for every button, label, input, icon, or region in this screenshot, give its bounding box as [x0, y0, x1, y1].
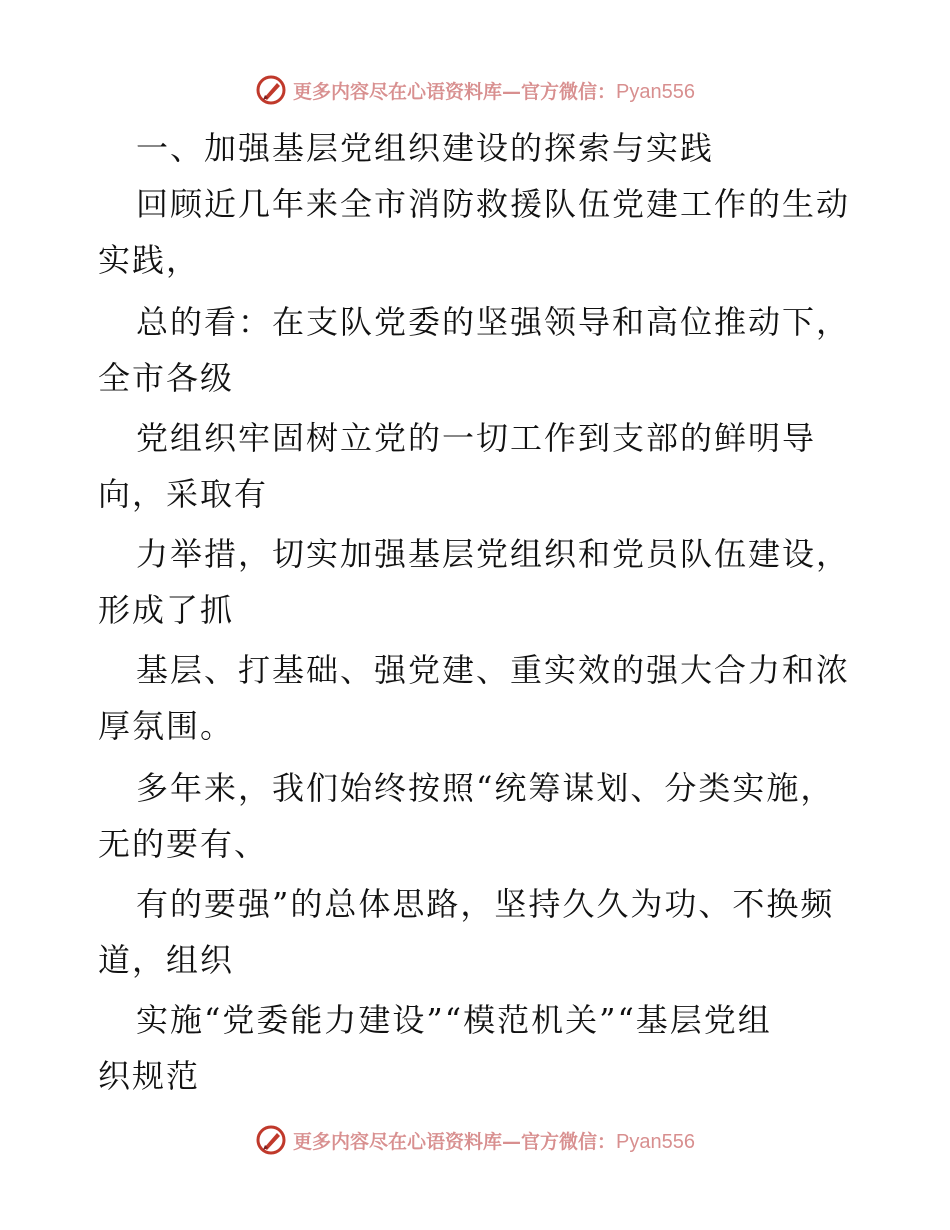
paragraph-line-16: 织规范: [98, 1057, 201, 1095]
paragraph-line-8: 形成了抓: [98, 591, 235, 629]
paragraph-line-10: 厚氛围。: [98, 707, 235, 745]
paragraph-line-3: 总的看：在支队党委的坚强领导和高位推动下，: [136, 303, 851, 341]
watermark-brand: 更多内容尽在心语资料库: [293, 1130, 503, 1153]
watermark-text: [293, 1127, 695, 1154]
watermark-separator: —: [502, 1130, 522, 1153]
paragraph-line-9: 基层、打基础、强党建、重实效的强大合力和浓: [136, 651, 851, 689]
paragraph-line-6: 向，采取有: [98, 475, 269, 513]
footer-watermark: [0, 1120, 950, 1160]
watermark-text: [293, 77, 695, 104]
heading-line: 一、加强基层党组织建设的探索与实践: [136, 129, 715, 167]
paragraph-line-2: 实践，: [98, 241, 201, 279]
watermark-wechat-id: Pyan556: [616, 80, 695, 103]
header-watermark: [0, 70, 950, 110]
pen-logo-icon: [255, 74, 287, 106]
watermark-label: 官方微信：: [521, 80, 617, 103]
watermark-label: 官方微信：: [521, 1130, 617, 1153]
watermark-brand: 更多内容尽在心语资料库: [293, 80, 503, 103]
watermark-separator: —: [502, 80, 522, 103]
paragraph-line-7: 力举措，切实加强基层党组织和党员队伍建设，: [136, 535, 851, 573]
paragraph-line-5: 党组织牢固树立党的一切工作到支部的鲜明导: [136, 419, 817, 457]
paragraph-line-11: 多年来，我们始终按照“统筹谋划、分类实施，: [136, 769, 835, 807]
paragraph-line-14: 道，组织: [98, 941, 235, 979]
paragraph-line-12: 无的要有、: [98, 825, 269, 863]
paragraph-line-13: 有的要强”的总体思路，坚持久久为功、不换频: [136, 885, 835, 923]
paragraph-line-15: 实施“党委能力建设”“模范机关”“基层党组: [136, 1001, 772, 1039]
paragraph-line-4: 全市各级: [98, 359, 235, 397]
paragraph-line-1: 回顾近几年来全市消防救援队伍党建工作的生动: [136, 185, 851, 223]
pen-logo-icon: [255, 1124, 287, 1156]
watermark-wechat-id: Pyan556: [616, 1130, 695, 1153]
